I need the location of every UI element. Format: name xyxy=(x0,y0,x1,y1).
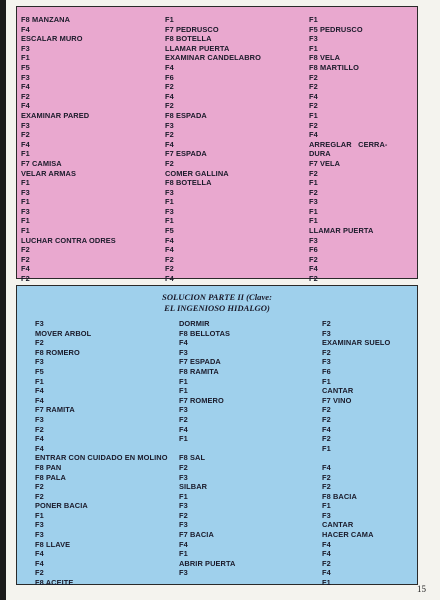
blue-column-1: F3 MOVER ARBOL F2 F8 ROMERO F3 F5 F1 F4 F4 F7 RAMITA F3 F2 F4 F4 ENTRAR CON CUIDADO EN MOLINO F8 PAN F8 PALA F2 F2 PONER BACIA F1 F3 F3 F8 LLAVE F4 F4 F2 F8 ACEITE xyxy=(35,319,168,588)
pink-column-1: F8 MANZANA F4 ESCALAR MURO F3 F1 F5 F3 F4 F2 F4 EXAMINAR PARED F3 F2 F4 F1 F7 CAMISA VELAR ARMAS F1 F3 F1 F3 F1 F1 LUCHAR CONTRA ODRES F2 F2 F4 F2 xyxy=(21,15,116,284)
pink-column-2: F1 F7 PEDRUSCO F8 BOTELLA LLAMAR PUERTA EXAMINAR CANDELABRO F4 F6 F2 F4 F2 F8 ESPADA F3 F2 F4 F7 ESPADA F2 COMER GALLINA F8 BOTELLA F3 F1 F3 F1 F5 F4 F4 F2 F2 F4 xyxy=(165,15,261,284)
solution-part-2-heading xyxy=(17,292,417,313)
solution-part-2-panel xyxy=(16,285,418,588)
page-binding-edge xyxy=(0,0,6,600)
heading-line-2: EL INGENIOSO HIDALGO) xyxy=(164,302,270,313)
pink-column-3: F1 F5 PEDRUSCO F3 F1 F8 VELA F8 MARTILLO F2 F2 F4 F2 F1 F2 F4 ARREGLAR CERRA- DURA F7 VELA F2 F1 F2 F3 F1 F1 LLAMAR PUERTA F3 F6 F2 F4 F2 xyxy=(309,15,388,284)
blue-column-3: F2 F3 EXAMINAR SUELO F2 F3 F6 F1 CANTAR F7 VINO F2 F2 F4 F2 F1 F4 F2 F2 F8 BACIA F1 F3 CANTAR HACER CAMA F4 F4 F2 F4 F1 xyxy=(322,319,391,588)
heading-line-1: SOLUCION PARTE II (Clave: xyxy=(162,292,272,302)
solution-part-1-panel xyxy=(16,6,418,284)
page-number: 15 xyxy=(417,584,426,594)
blue-column-2: DORMIR F8 BELLOTAS F4 F3 F7 ESPADA F8 RAMITA F1 F1 F7 ROMERO F3 F2 F4 F1 F8 SAL F2 F3 SILBAR F1 F3 F2 F3 F7 BACIA F4 F1 ABRIR PUERTA F3 xyxy=(179,319,236,578)
